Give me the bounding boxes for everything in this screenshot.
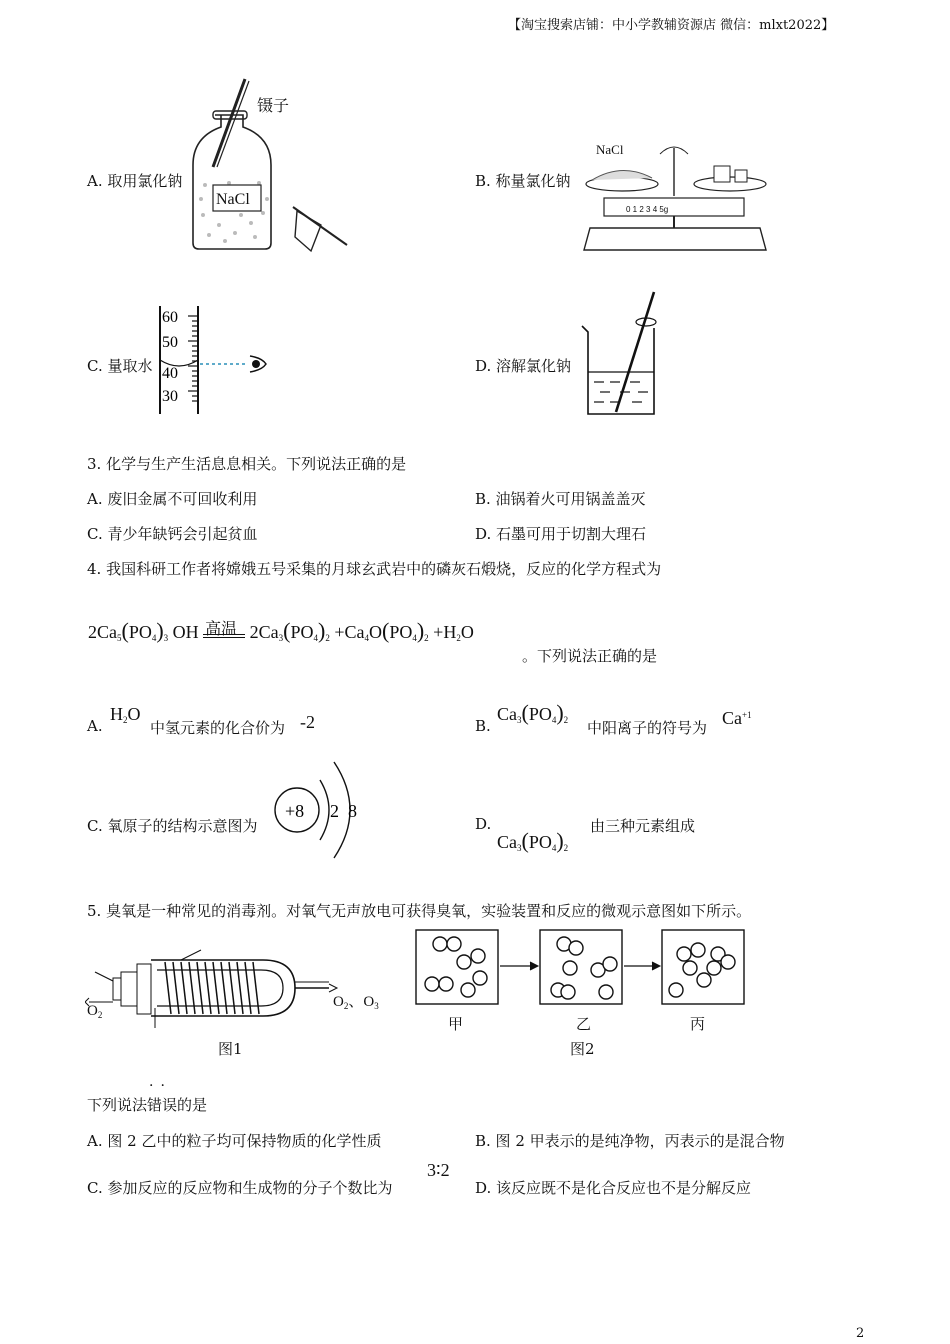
shell-1-electrons: 2 [330,801,339,821]
beaker-stirring-figure [580,288,660,418]
molecular-diagram-figure [410,928,750,1008]
figure-1-caption: 图1 [218,1040,243,1058]
q2-option-c: C. 量取水 [87,357,153,375]
q5-question: 下列说法 ·· 错误的是 [87,1078,208,1114]
q4-option-d-prefix: D. [475,815,492,833]
svg-text:40: 40 [162,365,178,382]
tweezers-label: 镊子 [257,96,290,115]
q2-option-b: B. 称量氯化钠 [475,172,571,190]
water-formula: $H_2O$ [110,704,141,725]
q4-option-a-text: 中氢元素的化合价为 [150,719,286,737]
outlet-label: $O_2$、$O_3$ [333,994,379,1011]
emphasis-dots: ·· [149,1078,172,1094]
q5-option-a: A. 图 2 乙中的粒子均可保持物质的化学性质 [87,1132,382,1150]
q4-option-b-text: 中阳离子的符号为 [587,719,708,737]
shell-2-electrons: 8 [348,801,357,821]
q4-stem: 4. 我国科研工作者将嫦娥五号采集的月球玄武岩中的磷灰石煅烧，反应的化学方程式为 [87,560,662,578]
page-header: 【淘宝搜索店铺：中小学教辅资源店 微信：mlxt2022】 [508,18,835,33]
label-bing: 丙 [690,1015,706,1033]
q5-stem: 5. 臭氧是一种常见的消毒剂。对氧气无声放电可获得臭氧，实验装置和反应的微观示意图如下所示。 [87,902,752,920]
q3-stem: 3. 化学与生产生活息息相关。下列说法正确的是 [87,455,407,473]
q4-option-a-value: -2 [300,712,315,732]
q4-option-b-prefix: B. [475,717,491,735]
q3-option-a: A. 废旧金属不可回收利用 [87,490,258,508]
page-number: 2 [856,1326,865,1341]
q4-tail: 。下列说法正确的是 [522,647,658,665]
svg-text:NaCl: NaCl [596,142,624,157]
q5-option-d: D. 该反应既不是化合反应也不是分解反应 [475,1179,752,1197]
q3-option-d: D. 石墨可用于切割大理石 [475,525,647,543]
q4-option-b-ion: $Ca^{+1}$ [722,708,752,728]
graduated-cylinder-figure [150,300,275,418]
q3-option-c: C. 青少年缺钙会引起贫血 [87,525,258,543]
calcium-phosphate-formula-d: $Ca_3(PO_4)_2$ [497,828,569,853]
q4-option-c-text: C. 氧原子的结构示意图为 [87,817,258,835]
nucleus-charge: +8 [285,801,305,821]
svg-text:60: 60 [162,309,178,326]
q5-option-c: C. 参加反应的反应物和生成物的分子个数比为 [87,1179,393,1197]
q2-option-a: A. 取用氯化钠 [87,172,183,190]
q3-option-b: B. 油锅着火可用锅盖盖灭 [475,490,646,508]
tweezers-bottle-figure [185,75,355,255]
q4-option-d-text: 由三种元素组成 [590,817,696,835]
q4-option-a-prefix: A. [87,717,103,735]
q4-condition: 高温 [205,621,238,638]
oxygen-atom-structure-diagram [272,758,367,862]
scale-ticks: 0 1 2 3 4 5g [626,205,669,214]
ozone-generator-apparatus [85,940,385,1030]
q5-option-c-ratio: 3∶2 [427,1160,450,1180]
nacl-label: NaCl [216,191,250,208]
figure-2-caption: 图2 [570,1040,595,1058]
label-jia: 甲 [448,1015,464,1033]
q5-option-b: B. 图 2 甲表示的是纯净物，丙表示的是混合物 [475,1132,785,1150]
label-yi: 乙 [576,1015,592,1033]
calcium-phosphate-formula-b: $Ca_3(PO_4)_2$ [497,700,569,725]
svg-text:30: 30 [162,388,178,405]
balance-figure [580,132,770,257]
svg-text:50: 50 [162,334,178,351]
q2-option-d: D. 溶解氯化钠 [475,357,572,375]
o2-inlet-label: $O_2$ [87,1003,103,1020]
q4-equation: $2Ca_5(PO_4)_3$ OH 高温 $2Ca_3(PO_4)_2 +Ca_4O(PO_4)_2 +H_2O$ [88,618,474,643]
